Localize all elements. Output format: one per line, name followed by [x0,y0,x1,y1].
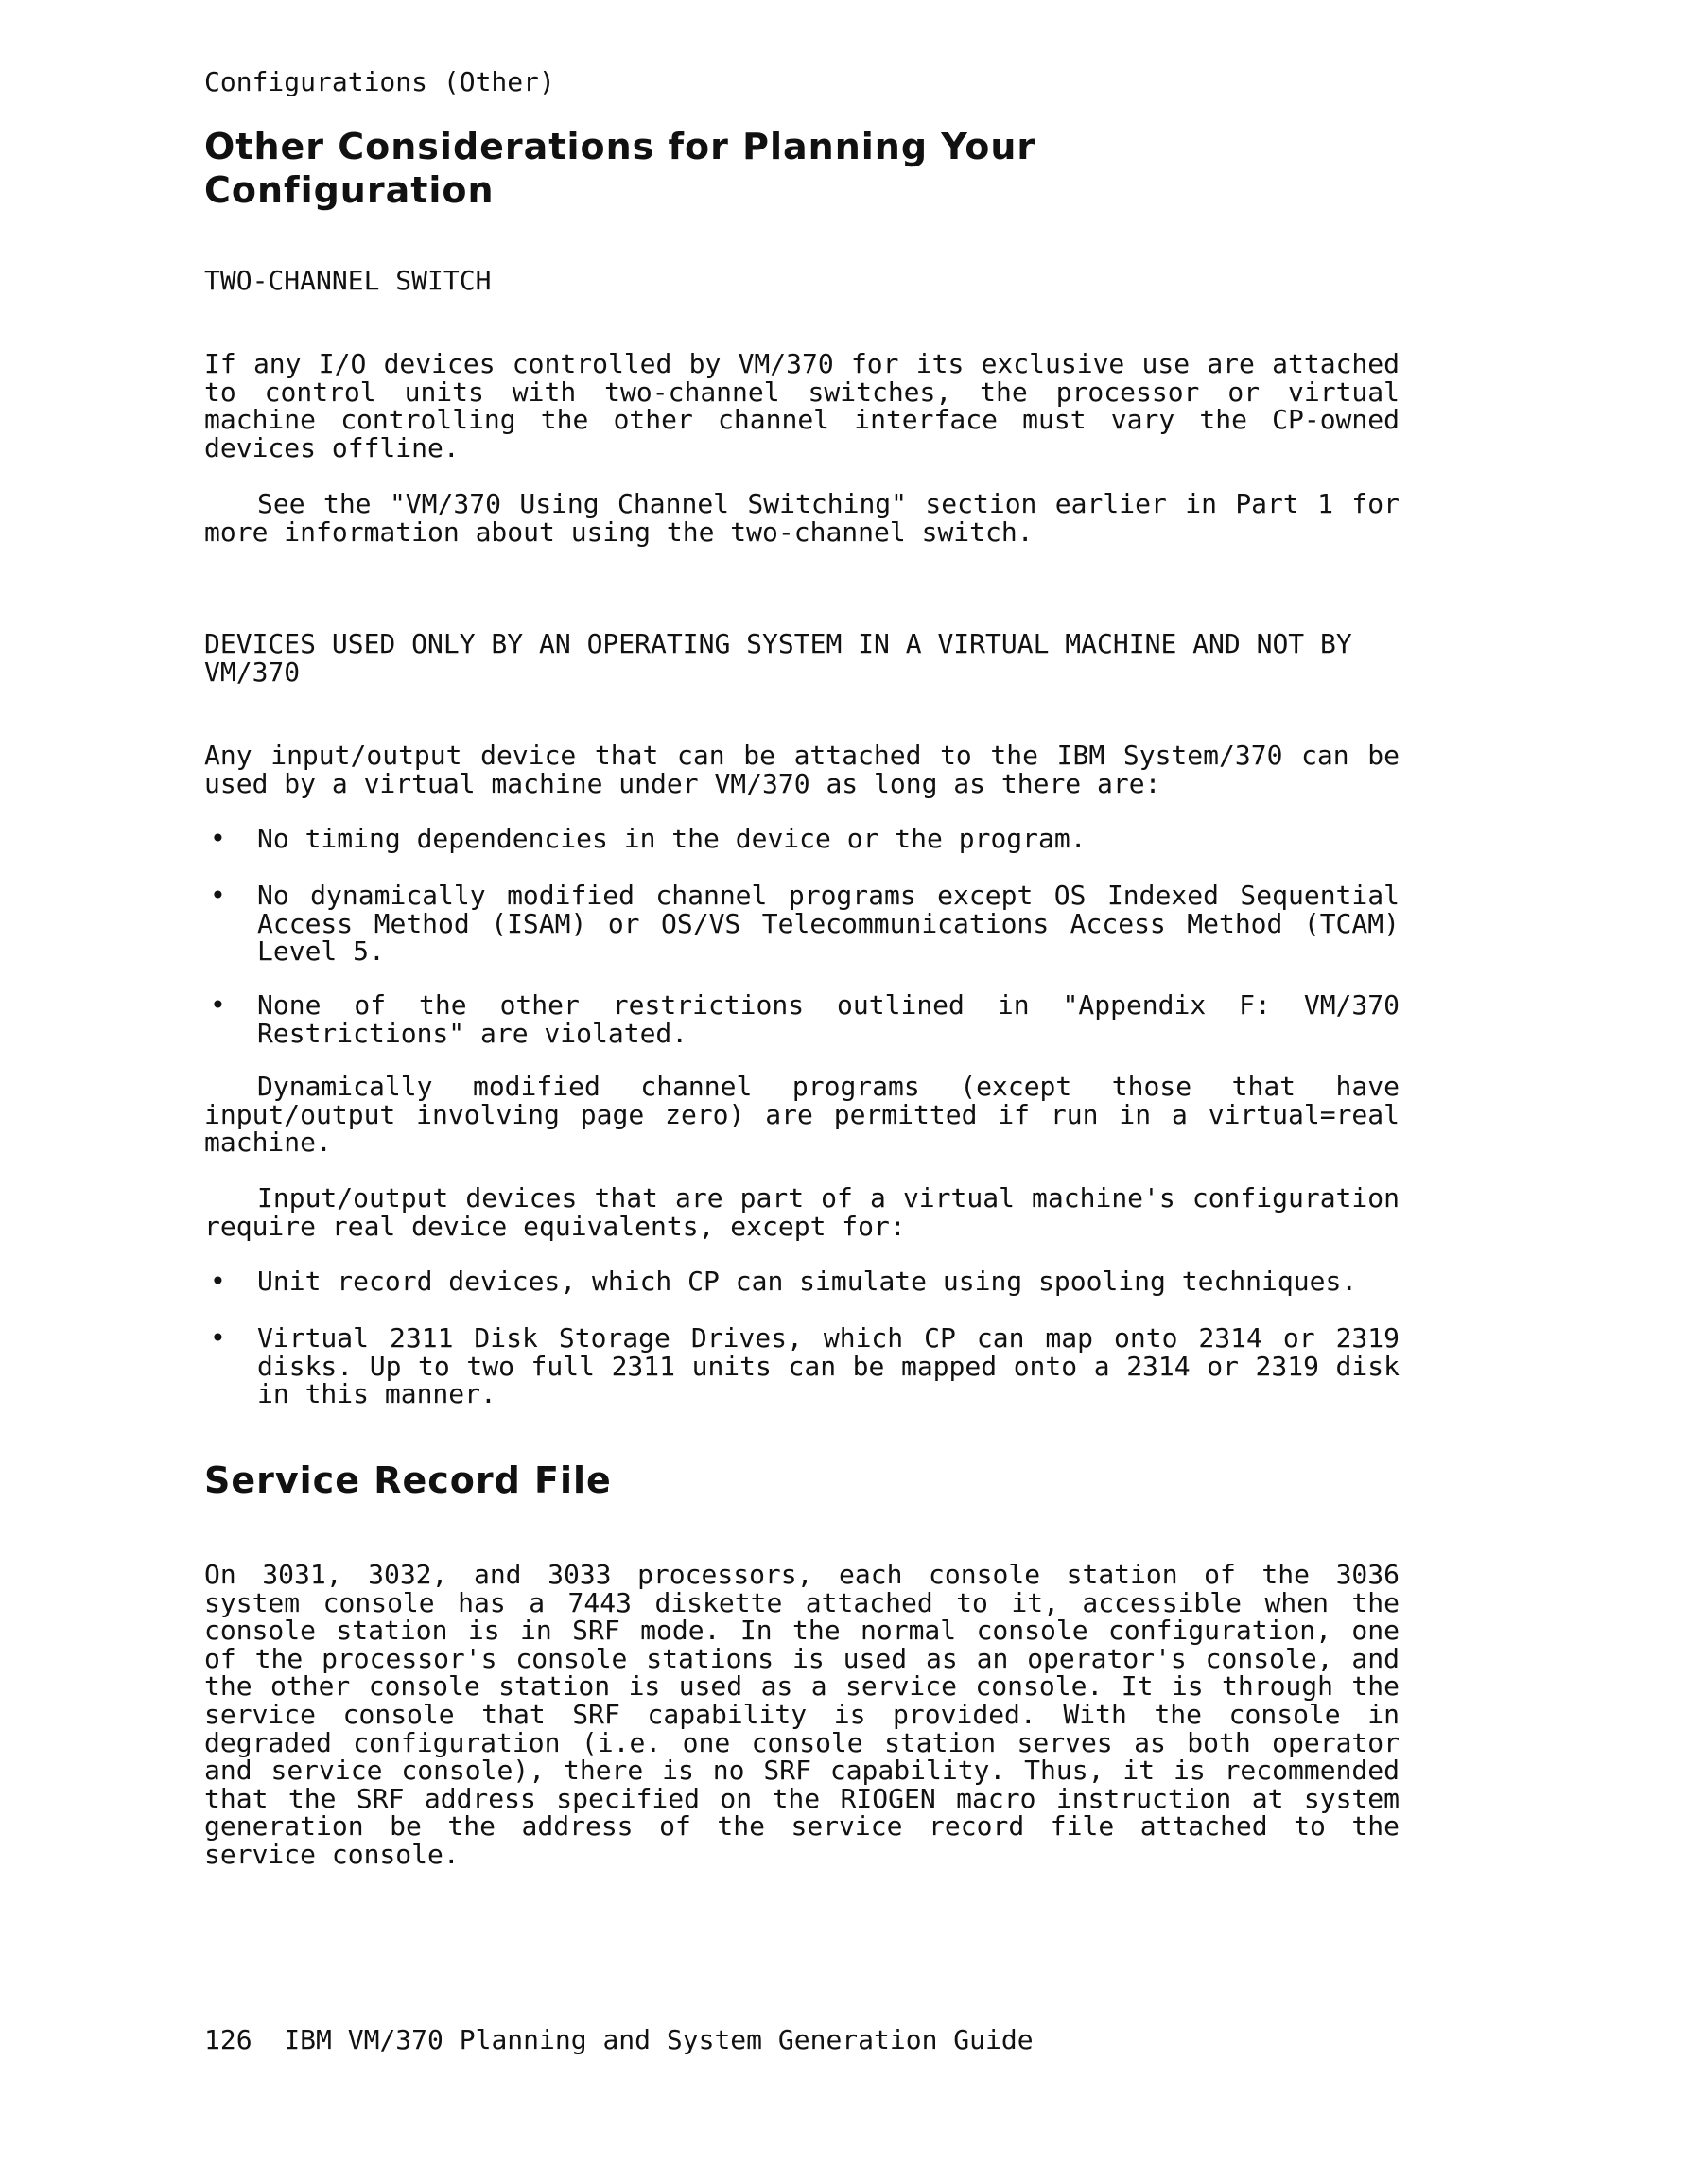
service-record-paragraph: On 3031, 3032, and 3033 processors, each console station of the 3036 system console has a 7443 diskette attached to it, accessible when the console station is in SRF mode. In the normal console configuration, one of the processor's console stations is used as an operator's console, and the other console station is used as a service console. It is through the service console that SRF capability is provided. With the console in degraded configuration (i.e. one console station serves as both operator and service console), there is no SRF capability. Thus, it is recommended that the SRF address specified on the RIOGEN macro instruction at system generation be the address of the service record file attached to the service console. [204,1559,1400,1870]
devices-intro: Any input/output device that can be attached to the IBM System/370 can be used by a virtual machine under VM/370 as long as there are: [204,740,1400,799]
two-channel-see-also: See the "VM/370 Using Channel Switching" section earlier in Part 1 for more information about using the two-channel switch. [204,488,1400,548]
page-footer [204,2026,1034,2054]
list-item-text: Unit record devices, which CP can simulate using spooling techniques. [257,1266,1358,1297]
io-devices-paragraph: Input/output devices that are part of a virtual machine's configuration require real device equivalents, except for: [204,1182,1400,1242]
list-item-text: No dynamically modified channel programs except OS Indexed Sequential Access Method (ISAM) or OS/VS Telecommunications Access Method (TCAM) Level 5. [257,880,1400,968]
two-channel-paragraph: If any I/O devices controlled by VM/370 for its exclusive use are attached to control units with two-channel switches, the processor or virtual machine controlling the other channel interface must vary the CP-owned devices offline. [204,348,1400,463]
bullet-icon: • [210,880,226,911]
bullet-icon: • [210,1266,226,1297]
list-item-text: None of the other restrictions outlined in "Appendix F: VM/370 Restrictions" are violated. [257,989,1400,1049]
book-title: IBM VM/370 Planning and System Generation Guide [284,2024,1034,2055]
running-header: Configurations (Other) [204,66,555,97]
bullet-icon: • [210,1322,226,1354]
two-channel-heading: TWO-CHANNEL SWITCH [204,265,492,296]
list-item-text: No timing dependencies in the device or the program. [257,823,1087,854]
bullet-icon: • [210,823,226,854]
dynamic-programs-paragraph: Dynamically modified channel programs (except those that have input/output involving page zero) are permitted if run in a virtual=real machine. [204,1071,1400,1159]
devices-heading: DEVICES USED ONLY BY AN OPERATING SYSTEM IN A VIRTUAL MACHINE AND NOT BY VM/370 [204,628,1352,688]
page-number: 126 [204,2024,252,2055]
list-item-text: Virtual 2311 Disk Storage Drives, which CP can map onto 2314 or 2319 disks. Up to two full 2311 units can be mapped onto a 2314 or 2319 disk in this manner. [257,1322,1400,1410]
bullet-icon: • [210,989,226,1021]
main-title: Other Considerations for Planning Your Configuration [204,126,1036,211]
section-title: Service Record File [204,1459,612,1501]
